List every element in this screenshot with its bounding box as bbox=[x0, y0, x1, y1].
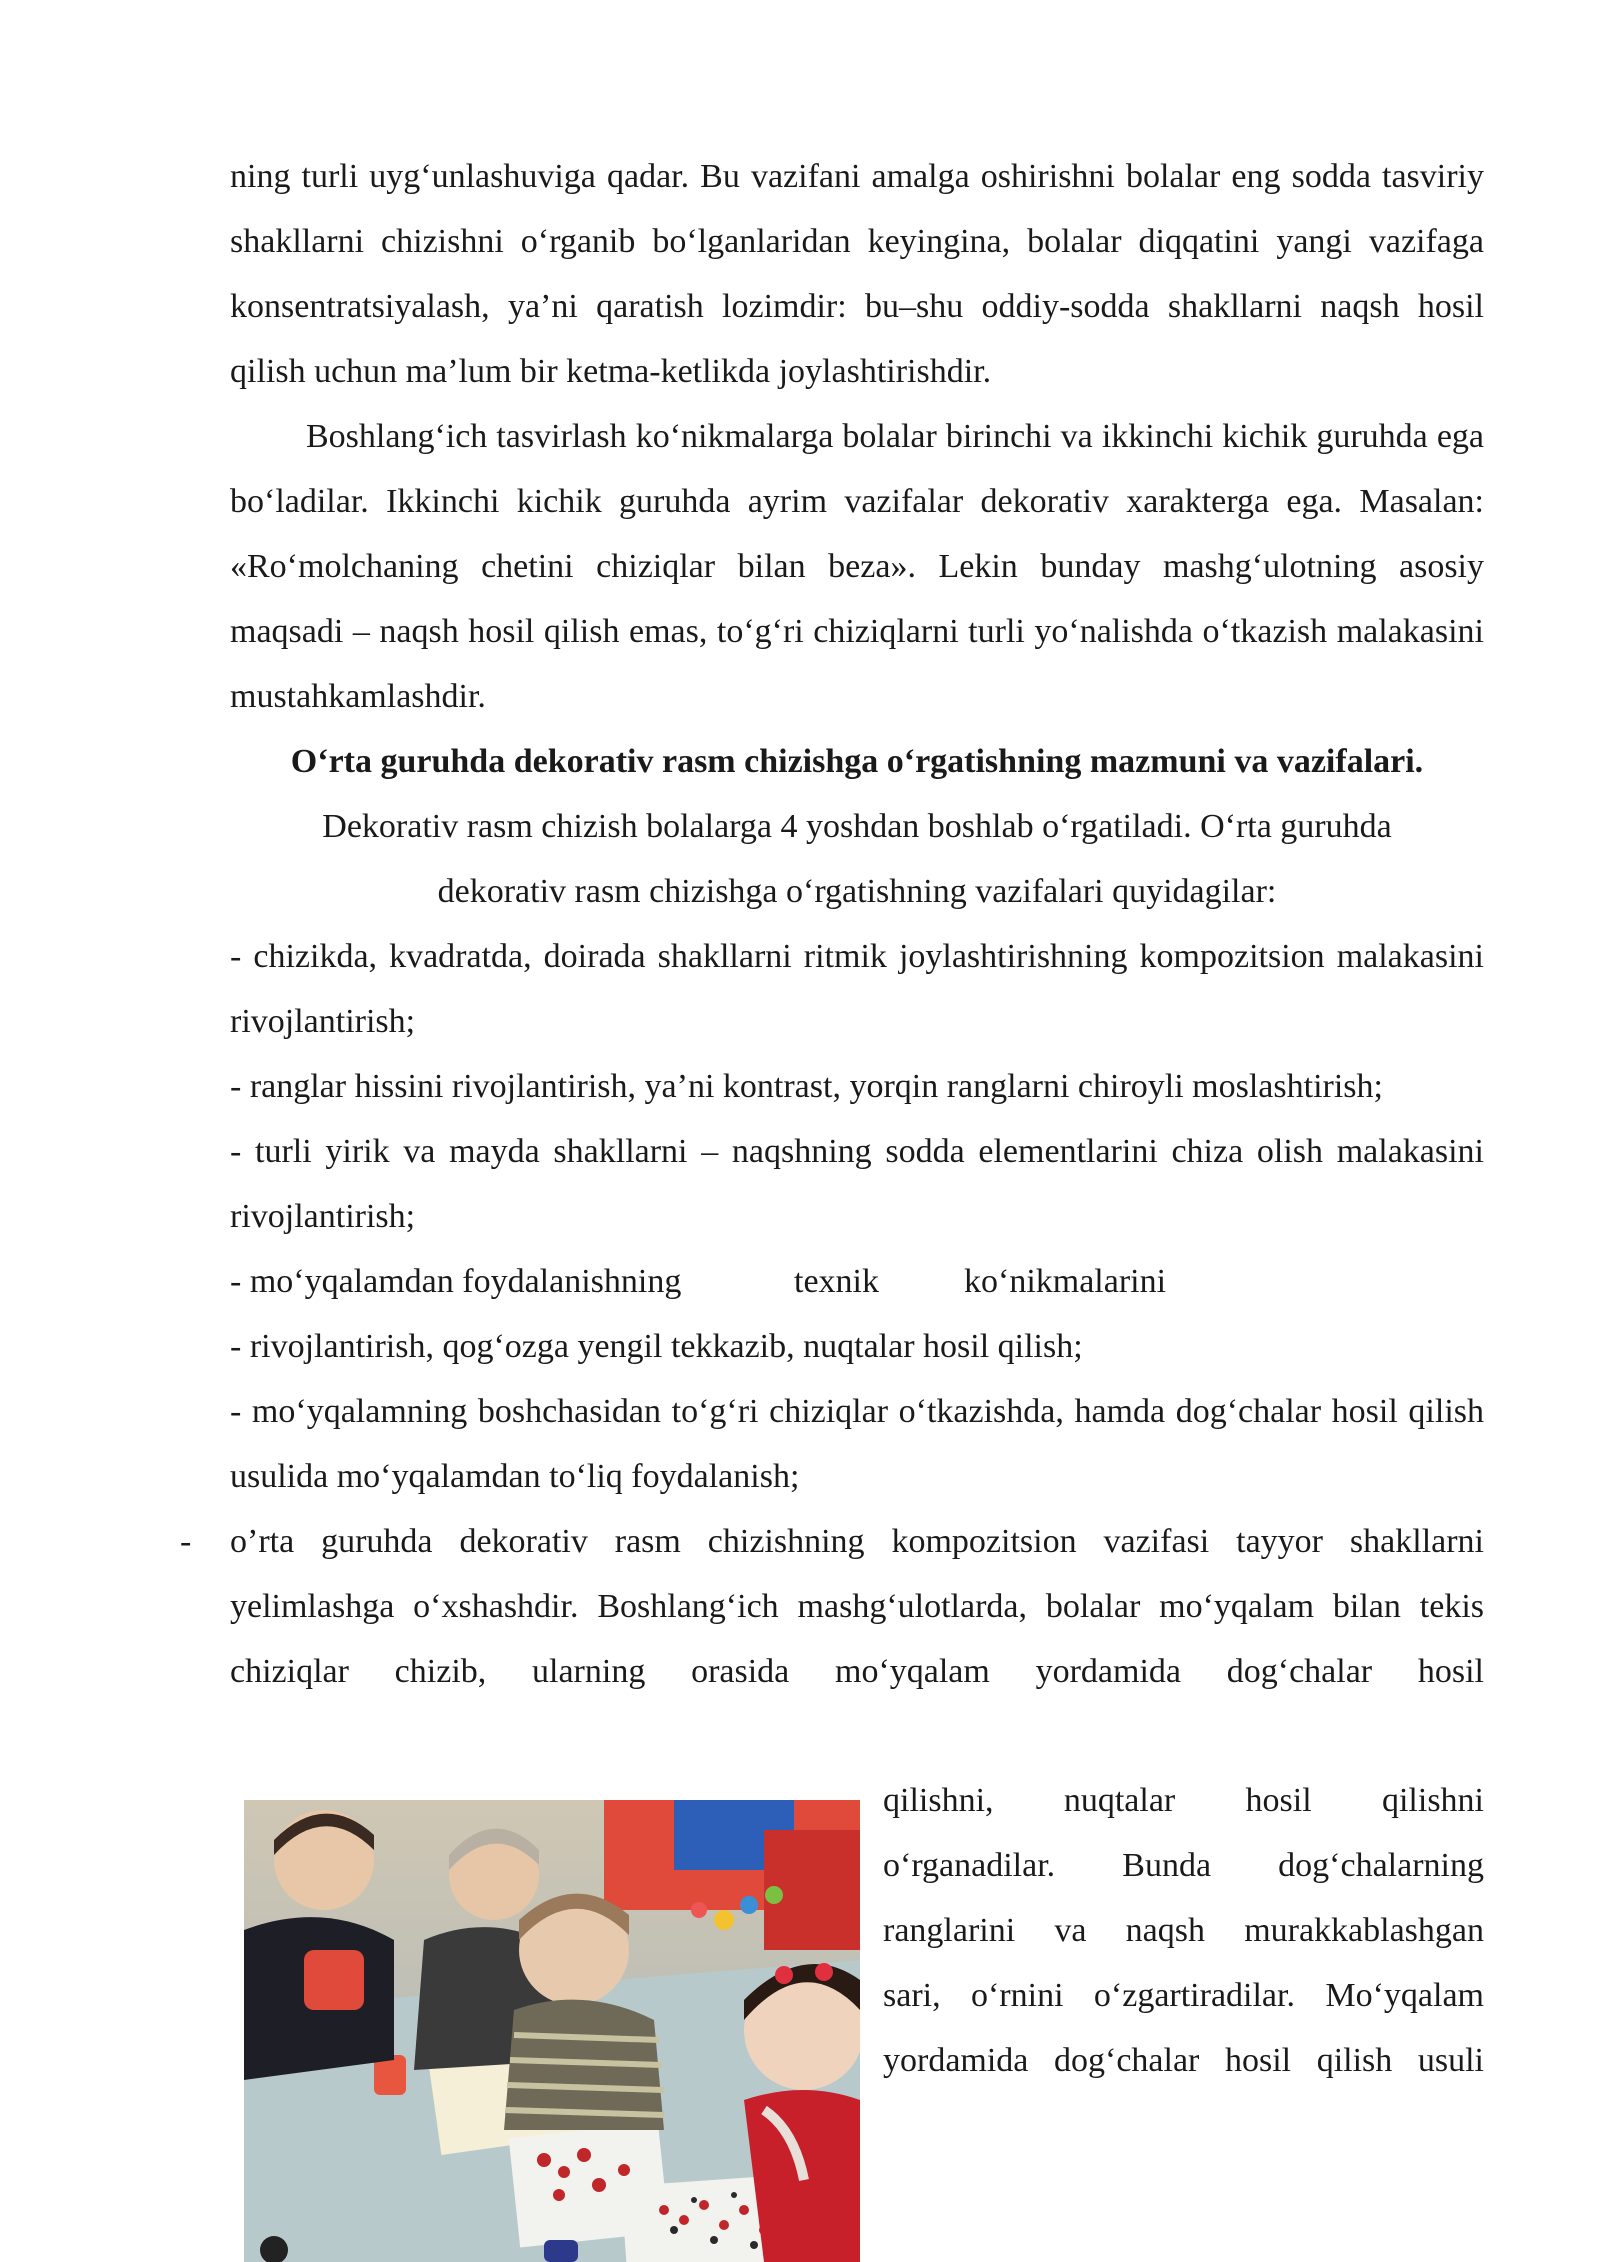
list-item: - turli yirik va mayda shakllarni – naqshning sodda elementlarini chiza olish malakasini rivojlantirish; bbox=[230, 1133, 1484, 1235]
intro-line-1: Dekorativ rasm chizish bolalarga 4 yoshdan boshlab o‘rgatiladi. O‘rta guruhda bbox=[322, 808, 1392, 845]
list-item-part: texnik bbox=[794, 1263, 879, 1300]
section-heading: O‘rta guruhda dekorativ rasm chizishga o‘rgatishning mazmuni va vazifalari. bbox=[290, 743, 1424, 780]
list-item-tabbed bbox=[230, 1249, 1484, 1314]
wrapped-line: ranglarini va naqsh murakkablashgan bbox=[883, 1912, 1484, 1949]
list-item: - rivojlantirish, qog‘ozga yengil tekkazib, nuqtalar hosil qilish; bbox=[230, 1328, 1083, 1365]
wrapped-line: yordamida dog‘chalar hosil qilish usuli bbox=[883, 2042, 1484, 2079]
photo-illustration bbox=[244, 1800, 860, 2262]
children-painting-photo bbox=[244, 1800, 860, 2262]
list-item: - mo‘yqalamning boshchasidan to‘g‘ri chiziqlar o‘tkazishda, hamda dog‘chalar hosil qilish usulida mo‘yqalamdan to‘liq foydalanish; bbox=[230, 1393, 1484, 1495]
list-item: - chizikda, kvadratda, doirada shakllarni ritmik joylashtirishning kompozitsion malakasini rivojlantirish; bbox=[230, 938, 1484, 1040]
final-paragraph-text: o’rta guruhda dekorativ rasm chizishning kompozitsion vazifasi tayyor shakllarni yelimlashga o‘xshashdir. Boshlang‘ich mashg‘ulotlarda, bolalar mo‘yqalam bilan tekis chiziqlar chizib, ularning orasida mo‘yqalam yordamida dog‘chalar hosil bbox=[230, 1523, 1484, 1690]
list-item-part: - mo‘yqalamdan foydalanishning bbox=[230, 1263, 682, 1300]
final-paragraph bbox=[180, 1509, 1484, 1704]
paragraph-2: Boshlang‘ich tasvirlash ko‘nikmalarga bolalar birinchi va ikkinchi kichik guruhda ega bo‘ladilar. Ikkinchi kichik guruhda ayrim vazifalar dekorativ xarakterga ega. Masalan: «Ro‘molchaning chetini chiziqlar bilan beza». Lekin bunday mashg‘ulotning asosiy maqsadi – naqsh hosil qilish emas, to‘g‘ri chiziqlarni turli yo‘nalishda o‘tkazish malakasini mustahkamlashdir. bbox=[230, 418, 1484, 715]
intro-line-2: dekorativ rasm chizishga o‘rgatishning vazifalari quyidagilar: bbox=[437, 873, 1277, 910]
list-dash: - bbox=[180, 1523, 192, 1560]
wrapped-line: sari, o‘rnini o‘zgartiradilar. Mo‘yqalam bbox=[883, 1977, 1484, 2014]
list-item-part: ko‘nikmalarini bbox=[964, 1263, 1167, 1300]
wrapped-line: qilishni, nuqtalar hosil qilishni bbox=[883, 1782, 1484, 1819]
wrapped-text-column bbox=[883, 1768, 1484, 2093]
list-item: - ranglar hissini rivojlantirish, ya’ni kontrast, yorqin ranglarni chiroyli moslashtirish; bbox=[230, 1068, 1383, 1105]
wrapped-line: o‘rganadilar. Bunda dog‘chalarning bbox=[883, 1847, 1484, 1884]
paragraph-1: ning turli uyg‘unlashuviga qadar. Bu vazifani amalga oshirishni bolalar eng sodda tasviriy shakllarni chizishni o‘rganib bo‘lganlaridan keyingina, bolalar diqqatini yangi vazifaga konsentratsiyalash, ya’ni qaratish lozimdir: bu–shu oddiy-sodda shakllarni naqsh hosil qilish uchun ma’lum bir ketma-ketlikda joylashtirishdir. bbox=[230, 158, 1484, 390]
body-text-top bbox=[180, 144, 1484, 1704]
